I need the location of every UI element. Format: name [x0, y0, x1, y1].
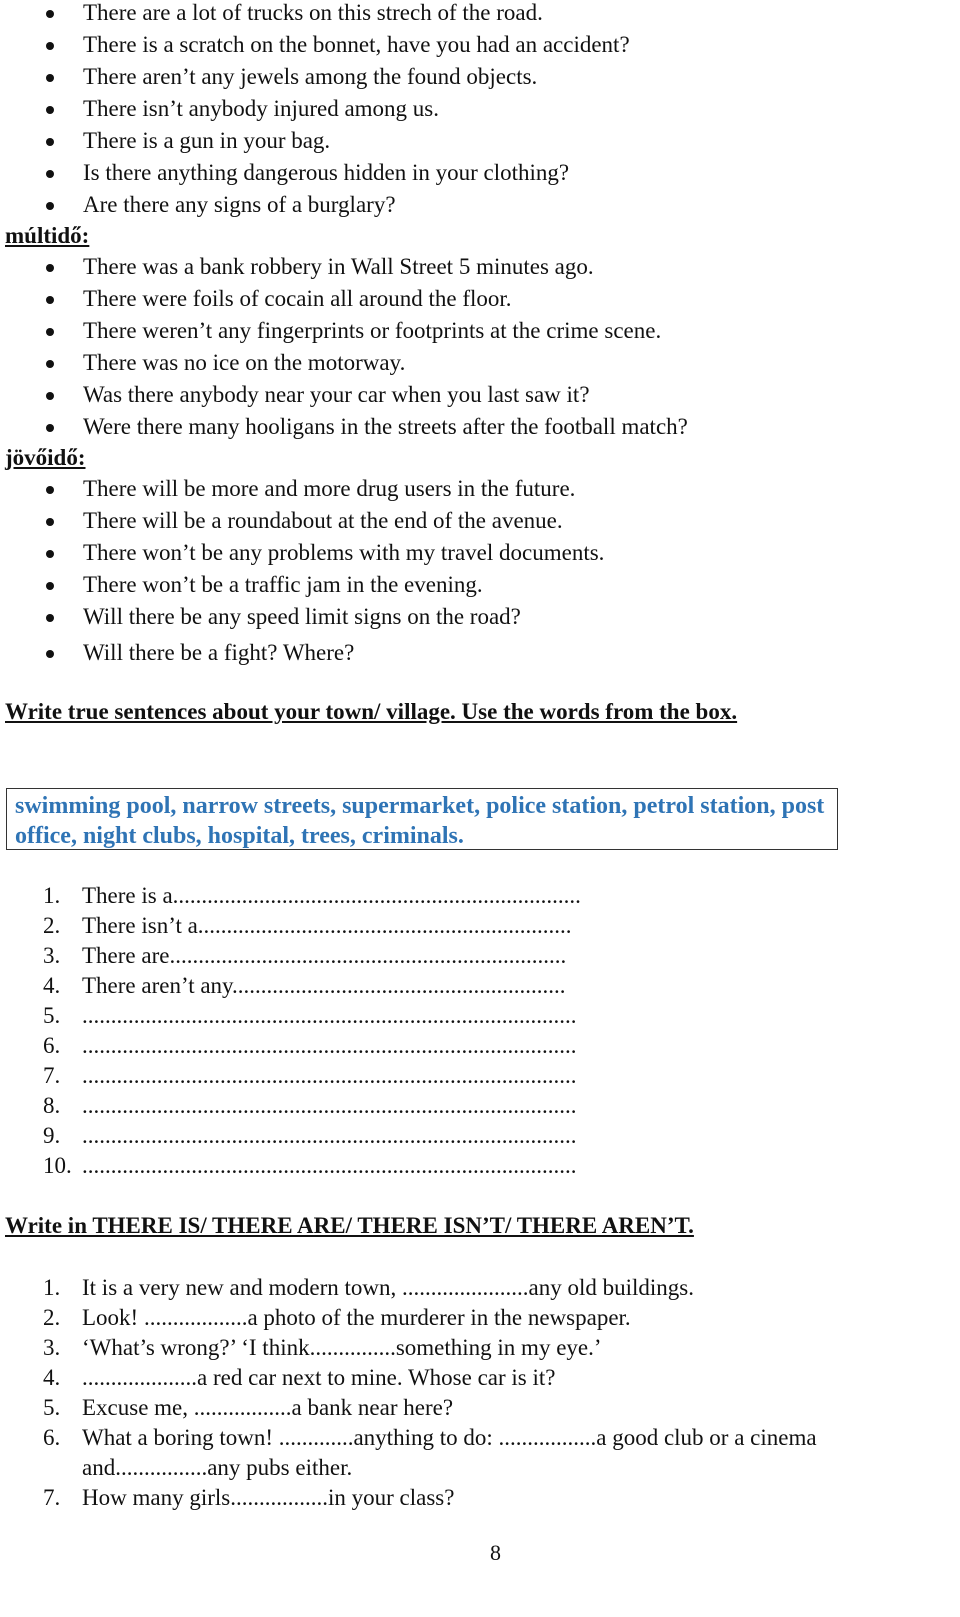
exercise-item[interactable] [0, 1333, 960, 1363]
item-text: There isn’t a................................................................. [82, 913, 572, 938]
item-text: There aren’t any.......................................................... [82, 973, 566, 998]
bullet-text: There is a gun in your bag. [83, 128, 331, 153]
answer-line[interactable] [0, 1091, 581, 1121]
item-number: 6. [43, 1425, 61, 1450]
bullet-item [0, 125, 630, 157]
exercise1-instruction: Write true sentences about your town/ village. Use the words from the box. [5, 699, 738, 724]
bullet-text: There won’t be any problems with my travel documents. [83, 540, 605, 565]
item-number: 5. [43, 1003, 61, 1028]
item-text: How many girls.................in your class? [82, 1485, 455, 1510]
future-tense-label: jövőidő: [5, 445, 86, 470]
bullet-item [0, 347, 688, 379]
bullet-icon [46, 106, 54, 114]
bullet-text: There will be more and more drug users in the future. [83, 476, 576, 501]
past-tense-label: múltidő: [5, 223, 90, 248]
bullet-item [0, 505, 604, 537]
bullet-item [0, 569, 604, 601]
item-number: 6. [43, 1033, 61, 1058]
bullet-icon [46, 360, 54, 368]
bullet-text: Will there be a fight? Where? [83, 640, 355, 665]
bullet-item [0, 0, 630, 29]
item-text: Excuse me, .................a bank near here? [82, 1395, 454, 1420]
bullet-icon [46, 10, 54, 18]
bullet-icon [46, 74, 54, 82]
item-text: ...................................................................................... [82, 1063, 577, 1088]
item-text: ‘What’s wrong?’ ‘I think...............something in my eye.’ [82, 1335, 602, 1360]
answer-line[interactable] [0, 971, 581, 1001]
bullet-icon [46, 650, 54, 658]
bullet-icon [46, 614, 54, 622]
past-bullet-list [0, 251, 688, 443]
bullet-icon [46, 170, 54, 178]
item-number: 5. [43, 1395, 61, 1420]
item-number: 9. [43, 1123, 61, 1148]
word-box: swimming pool, narrow streets, supermarket, police station, petrol station, post office, night clubs, hospital, trees, criminals. [6, 788, 838, 850]
bullet-text: Were there many hooligans in the streets after the football match? [83, 414, 688, 439]
bullet-icon [46, 264, 54, 272]
item-number: 1. [43, 1275, 61, 1300]
item-number: 10. [43, 1153, 72, 1178]
item-number: 7. [43, 1063, 61, 1088]
bullet-icon [46, 328, 54, 336]
bullet-text: Is there anything dangerous hidden in your clothing? [83, 160, 570, 185]
bullet-icon [46, 202, 54, 210]
item-text: ...................................................................................... [82, 1153, 577, 1178]
bullet-text: Are there any signs of a burglary? [83, 192, 396, 217]
answer-line[interactable] [0, 1151, 581, 1181]
exercise2-list [0, 1273, 960, 1513]
item-number: 4. [43, 973, 61, 998]
bullet-item [0, 537, 604, 569]
bullet-icon [46, 296, 54, 304]
item-number: 4. [43, 1365, 61, 1390]
bullet-item [0, 379, 688, 411]
answer-line[interactable] [0, 911, 581, 941]
item-number: 2. [43, 913, 61, 938]
item-text: ....................a red car next to mine. Whose car is it? [82, 1365, 556, 1390]
answer-line[interactable] [0, 1061, 581, 1091]
item-number: 2. [43, 1305, 61, 1330]
bullet-item [0, 29, 630, 61]
bullet-item [0, 315, 688, 347]
bullet-item [0, 601, 604, 633]
answer-line[interactable] [0, 941, 581, 971]
exercise-item[interactable] [0, 1363, 960, 1393]
item-text: ...................................................................................... [82, 1033, 577, 1058]
bullet-text: There will be a roundabout at the end of the avenue. [83, 508, 563, 533]
present-bullet-list [0, 0, 630, 221]
bullet-item [0, 411, 688, 443]
bullet-item [0, 189, 630, 221]
bullet-icon [46, 518, 54, 526]
answer-line[interactable] [0, 1001, 581, 1031]
bullet-item [0, 637, 604, 669]
exercise-item[interactable] [0, 1393, 960, 1423]
bullet-text: There aren’t any jewels among the found objects. [83, 64, 538, 89]
item-text: ...................................................................................... [82, 1123, 577, 1148]
item-text: What a boring town! .............anything to do: .................a good club or a cinema and................any pubs either. [82, 1425, 817, 1480]
item-text: There is a....................................................................... [82, 883, 581, 908]
bullet-text: Was there anybody near your car when you last saw it? [83, 382, 590, 407]
item-text: It is a very new and modern town, ......................any old buildings. [82, 1275, 694, 1300]
bullet-item [0, 251, 688, 283]
bullet-text: There was no ice on the motorway. [83, 350, 406, 375]
exercise1-list [0, 881, 581, 1181]
item-number: 1. [43, 883, 61, 908]
bullet-item [0, 283, 688, 315]
exercise-item[interactable] [0, 1423, 922, 1483]
exercise-item[interactable] [0, 1303, 960, 1333]
bullet-item [0, 157, 630, 189]
bullet-icon [46, 424, 54, 432]
answer-line[interactable] [0, 881, 581, 911]
bullet-item [0, 61, 630, 93]
future-bullet-list [0, 473, 604, 669]
item-text: Look! ..................a photo of the murderer in the newspaper. [82, 1305, 631, 1330]
bullet-text: There won’t be a traffic jam in the evening. [83, 572, 483, 597]
item-text: There are..................................................................... [82, 943, 567, 968]
bullet-text: There are a lot of trucks on this strech of the road. [83, 0, 543, 25]
bullet-icon [46, 550, 54, 558]
bullet-text: There was a bank robbery in Wall Street 5 minutes ago. [83, 254, 594, 279]
exercise-item[interactable] [0, 1483, 960, 1513]
page-number: 8 [490, 1540, 501, 1565]
answer-line[interactable] [0, 1121, 581, 1151]
bullet-text: Will there be any speed limit signs on the road? [83, 604, 521, 629]
exercise2-instruction: Write in THERE IS/ THERE ARE/ THERE ISN’T/ THERE AREN’T. [5, 1213, 694, 1238]
exercise-item[interactable] [0, 1273, 960, 1303]
answer-line[interactable] [0, 1031, 581, 1061]
bullet-icon [46, 582, 54, 590]
bullet-text: There weren’t any fingerprints or footprints at the crime scene. [83, 318, 662, 343]
bullet-icon [46, 138, 54, 146]
item-text: ...................................................................................... [82, 1093, 577, 1118]
bullet-icon [46, 486, 54, 494]
bullet-item [0, 93, 630, 125]
bullet-icon [46, 392, 54, 400]
bullet-text: There isn’t anybody injured among us. [83, 96, 440, 121]
bullet-text: There is a scratch on the bonnet, have you had an accident? [83, 32, 630, 57]
item-number: 3. [43, 943, 61, 968]
item-text: ...................................................................................... [82, 1003, 577, 1028]
item-number: 7. [43, 1485, 61, 1510]
item-number: 3. [43, 1335, 61, 1360]
bullet-icon [46, 42, 54, 50]
item-number: 8. [43, 1093, 61, 1118]
bullet-item [0, 473, 604, 505]
bullet-text: There were foils of cocain all around the floor. [83, 286, 512, 311]
